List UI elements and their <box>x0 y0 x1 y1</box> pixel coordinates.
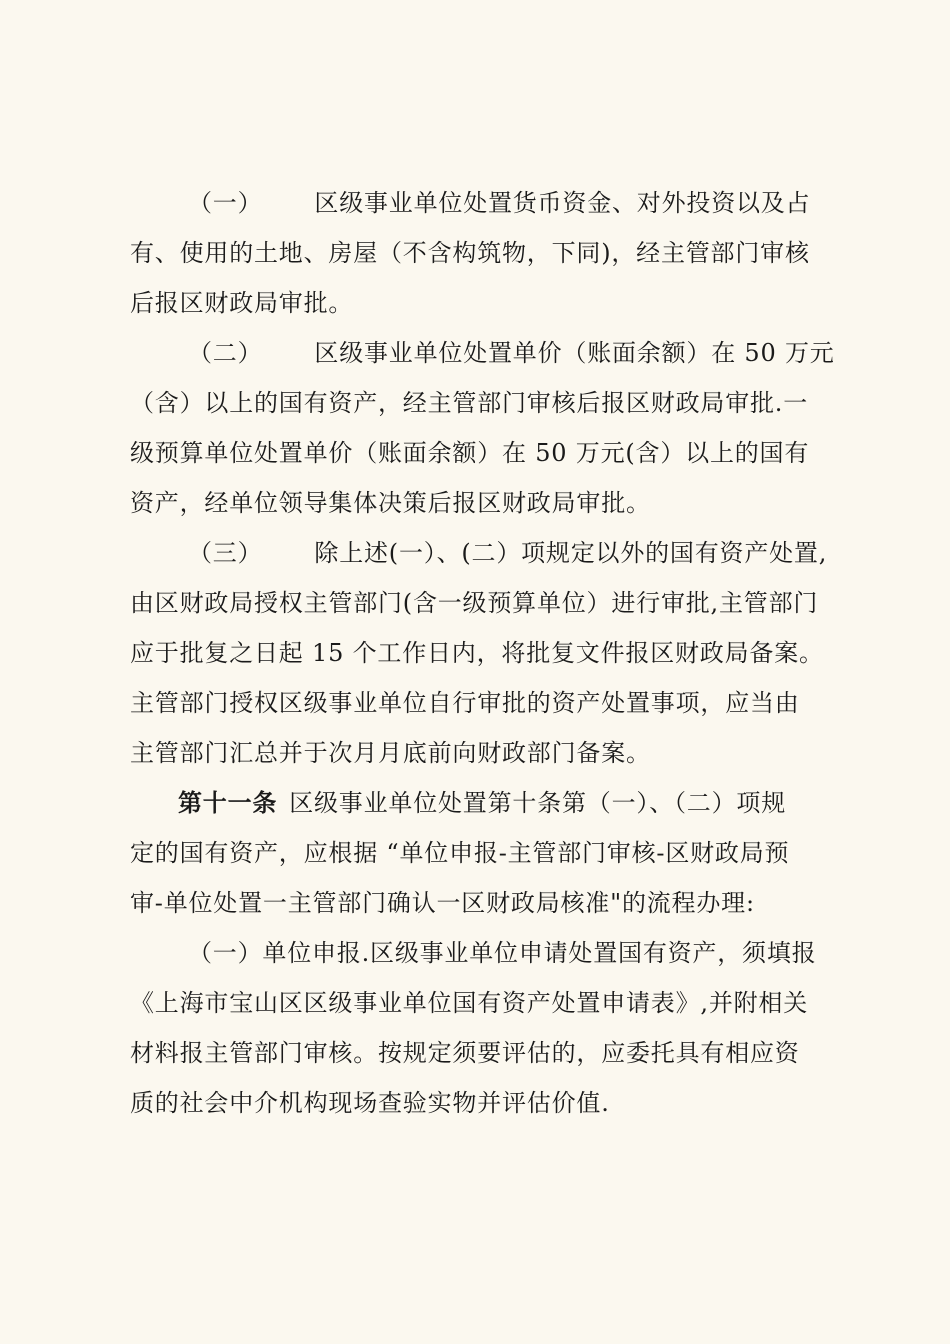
para2-line4: 资产，经单位领导集体决策后报区财政局审批。 <box>130 489 651 517</box>
para4-line3: 材料报主管部门审核。按规定须要评估的，应委托具有相应资 <box>130 1039 800 1067</box>
article11-text1: 区级事业单位处置第十条第（一）、（二）项规 <box>289 789 787 817</box>
para1-text1: 区级事业单位处置货币资金、对外投资以及占 <box>314 189 811 217</box>
para2-line1 <box>188 328 835 378</box>
para1-lead: （一） <box>188 189 263 217</box>
article11-line1 <box>178 778 835 828</box>
para1-line3: 后报区财政局审批。 <box>130 289 354 317</box>
article11-heading: 第十一条 <box>178 788 278 817</box>
para1-line2: 有、使用的土地、房屋（不含构筑物，下同)，经主管部门审核 <box>130 239 810 267</box>
para2-line2: （含）以上的国有资产，经主管部门审核后报区财政局审批.一 <box>130 389 809 417</box>
para1-line1 <box>188 178 835 228</box>
para2-line3: 级预算单位处置单价（账面余额）在 50 万元(含）以上的国有 <box>130 439 810 467</box>
para3-line5: 主管部门汇总并于次月月底前向财政部门备案。 <box>130 739 651 767</box>
article11-line2: 定的国有资产，应根据 “单位申报-主管部门审核-区财政局预 <box>130 839 790 867</box>
para4-line4: 质的社会中介机构现场查验实物并评估价值. <box>130 1089 610 1117</box>
para3-line2: 由区财政局授权主管部门(含一级预算单位）进行审批,主管部门 <box>130 589 819 617</box>
para3-lead: （三） <box>188 539 263 567</box>
para2-text1: 区级事业单位处置单价（账面余额）在 50 万元 <box>314 339 835 367</box>
para3-line3: 应于批复之日起 15 个工作日内，将批复文件报区财政局备案。 <box>130 639 824 667</box>
para3-line1 <box>188 528 835 578</box>
para3-line4: 主管部门授权区级事业单位自行审批的资产处置事项，应当由 <box>130 689 800 717</box>
para3-text1: 除上述(一）、(二）项规定以外的国有资产处置, <box>314 539 828 567</box>
para4-line1: （一）单位申报.区级事业单位申请处置国有资产，须填报 <box>188 939 817 967</box>
para2-lead: （二） <box>188 339 263 367</box>
article11-line3: 审-单位处置一主管部门确认一区财政局核准"的流程办理: <box>130 889 755 917</box>
para4-line2: 《上海市宝山区区级事业单位国有资产处置申请表》,并附相关 <box>130 989 809 1017</box>
